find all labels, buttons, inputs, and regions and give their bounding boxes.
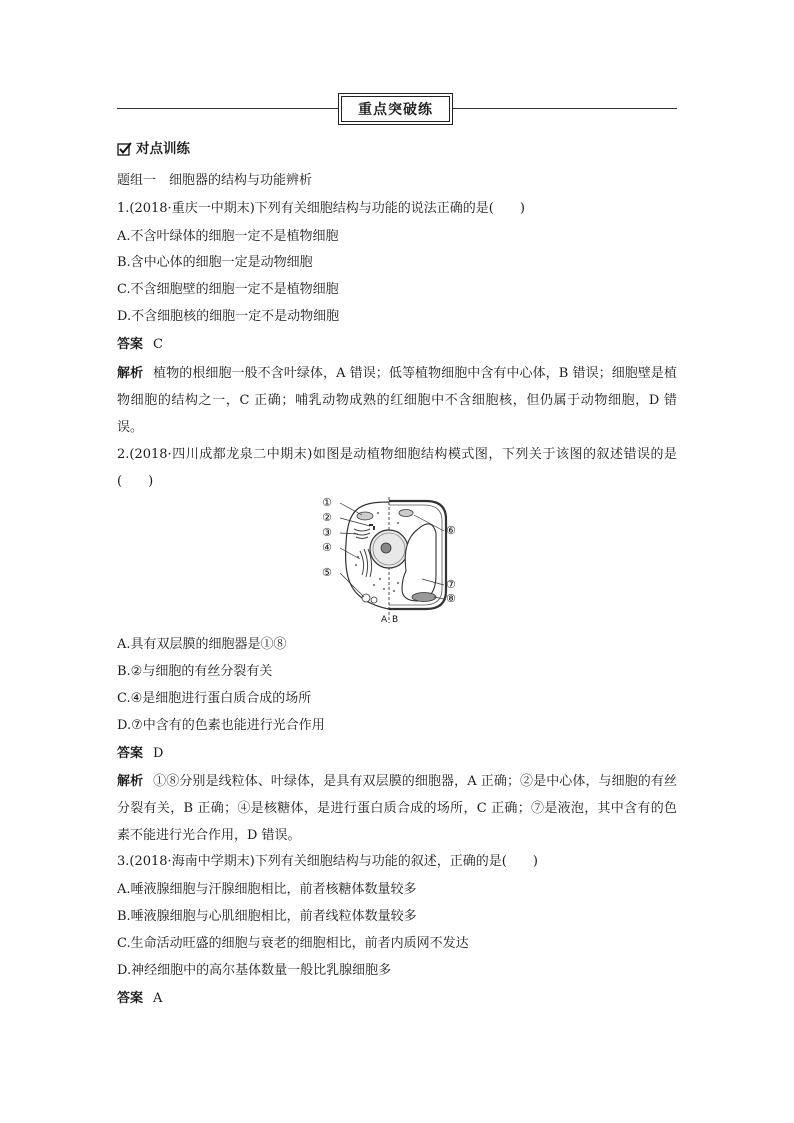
answer-label: 答案 bbox=[117, 991, 144, 1006]
q1-stem: 1.(2018·重庆一中期末)下列有关细胞结构与功能的说法正确的是( ) bbox=[117, 201, 525, 216]
vesicle-2 bbox=[371, 597, 377, 603]
cell-diagram-svg bbox=[318, 493, 466, 626]
subsection-title: 对点训练 bbox=[136, 141, 190, 157]
analysis-label: 解析 bbox=[117, 774, 144, 789]
answer-value: C bbox=[153, 337, 163, 352]
q3-option-b: B.唾液腺细胞与心肌细胞相比，前者线粒体数量较多 bbox=[117, 909, 417, 924]
q3-option-d: D.神经细胞中的高尔基体数量一般比乳腺细胞多 bbox=[117, 963, 392, 978]
side-b-label: B bbox=[392, 615, 399, 625]
subsection-heading bbox=[117, 140, 190, 158]
q3-answer bbox=[117, 990, 162, 1008]
section-title: 重点突破练 bbox=[341, 96, 450, 122]
label-1: ① bbox=[322, 496, 332, 509]
q2-option-d: D.⑦中含有的色素也能进行光合作用 bbox=[117, 718, 325, 733]
q3-option-c: C.生命活动旺盛的细胞与衰老的细胞相比，前者内质网不发达 bbox=[117, 936, 469, 951]
label-5: ⑤ bbox=[322, 566, 332, 579]
vacuole bbox=[402, 524, 436, 601]
q1-answer bbox=[117, 336, 163, 354]
q3-option-a: A.唾液腺细胞与汗腺细胞相比，前者核糖体数量较多 bbox=[117, 882, 417, 897]
answer-value: A bbox=[153, 991, 163, 1006]
label-8: ⑧ bbox=[446, 592, 456, 605]
q1-option-b: B.含中心体的细胞一定是动物细胞 bbox=[117, 255, 313, 270]
label-6: ⑥ bbox=[446, 524, 456, 537]
label-3: ③ bbox=[322, 526, 332, 539]
side-a-label: A bbox=[381, 615, 388, 625]
q2-analysis bbox=[117, 768, 677, 849]
label-2: ② bbox=[322, 511, 332, 524]
q1-option-c: C.不含细胞壁的细胞一定不是植物细胞 bbox=[117, 282, 339, 297]
answer-label: 答案 bbox=[117, 746, 144, 761]
analysis-label: 解析 bbox=[117, 366, 144, 381]
analysis-text: 植物的根细胞一般不含叶绿体，A 错误；低等植物细胞中含有中心体，B 错误；细胞壁是植物细胞的结构之一，C 正确；哺乳动物成熟的红细胞中不含细胞核，但仍属于动物细胞，D 错误。 bbox=[117, 366, 677, 435]
q2-option-c: C.④是细胞进行蛋白质合成的场所 bbox=[117, 691, 312, 706]
q1-option-a: A.不含叶绿体的细胞一定不是植物细胞 bbox=[117, 229, 339, 244]
q1-option-d: D.不含细胞核的细胞一定不是动物细胞 bbox=[117, 309, 340, 324]
answer-value: D bbox=[153, 746, 164, 761]
analysis-text: ①⑧分别是线粒体、叶绿体，是具有双层膜的细胞器，A 正确；②是中心体，与细胞的有丝分裂有关，B 正确；④是核糖体，是进行蛋白质合成的场所，C 正确；⑦是液泡，其中含有的色素不能进行光合作用，D 错误。 bbox=[117, 774, 677, 843]
section-header bbox=[117, 96, 677, 122]
mitochondrion-2 bbox=[399, 510, 413, 517]
nucleolus bbox=[381, 543, 391, 553]
q1-analysis bbox=[117, 360, 677, 441]
checkbox-checked-icon bbox=[117, 142, 132, 157]
q2-stem: 2.(2018·四川成都龙泉二中期末)如图是动植物细胞结构模式图，下列关于该图的叙述错误的是( ) bbox=[117, 447, 677, 489]
q2-option-b: B.②与细胞的有丝分裂有关 bbox=[117, 664, 273, 679]
q3-stem: 3.(2018·海南中学期末)下列有关细胞结构与功能的叙述，正确的是( ) bbox=[117, 854, 538, 869]
group-title: 题组一 细胞器的结构与功能辨析 bbox=[117, 173, 313, 188]
endoplasmic-reticulum bbox=[360, 549, 372, 577]
vesicle bbox=[362, 594, 370, 602]
q2-option-a: A.具有双层膜的细胞器是①⑧ bbox=[117, 637, 287, 652]
label-7: ⑦ bbox=[446, 578, 456, 591]
label-4: ④ bbox=[322, 541, 332, 554]
answer-label: 答案 bbox=[117, 337, 144, 352]
cell-diagram bbox=[318, 493, 466, 626]
chloroplast bbox=[412, 593, 436, 602]
q2-answer bbox=[117, 745, 163, 763]
